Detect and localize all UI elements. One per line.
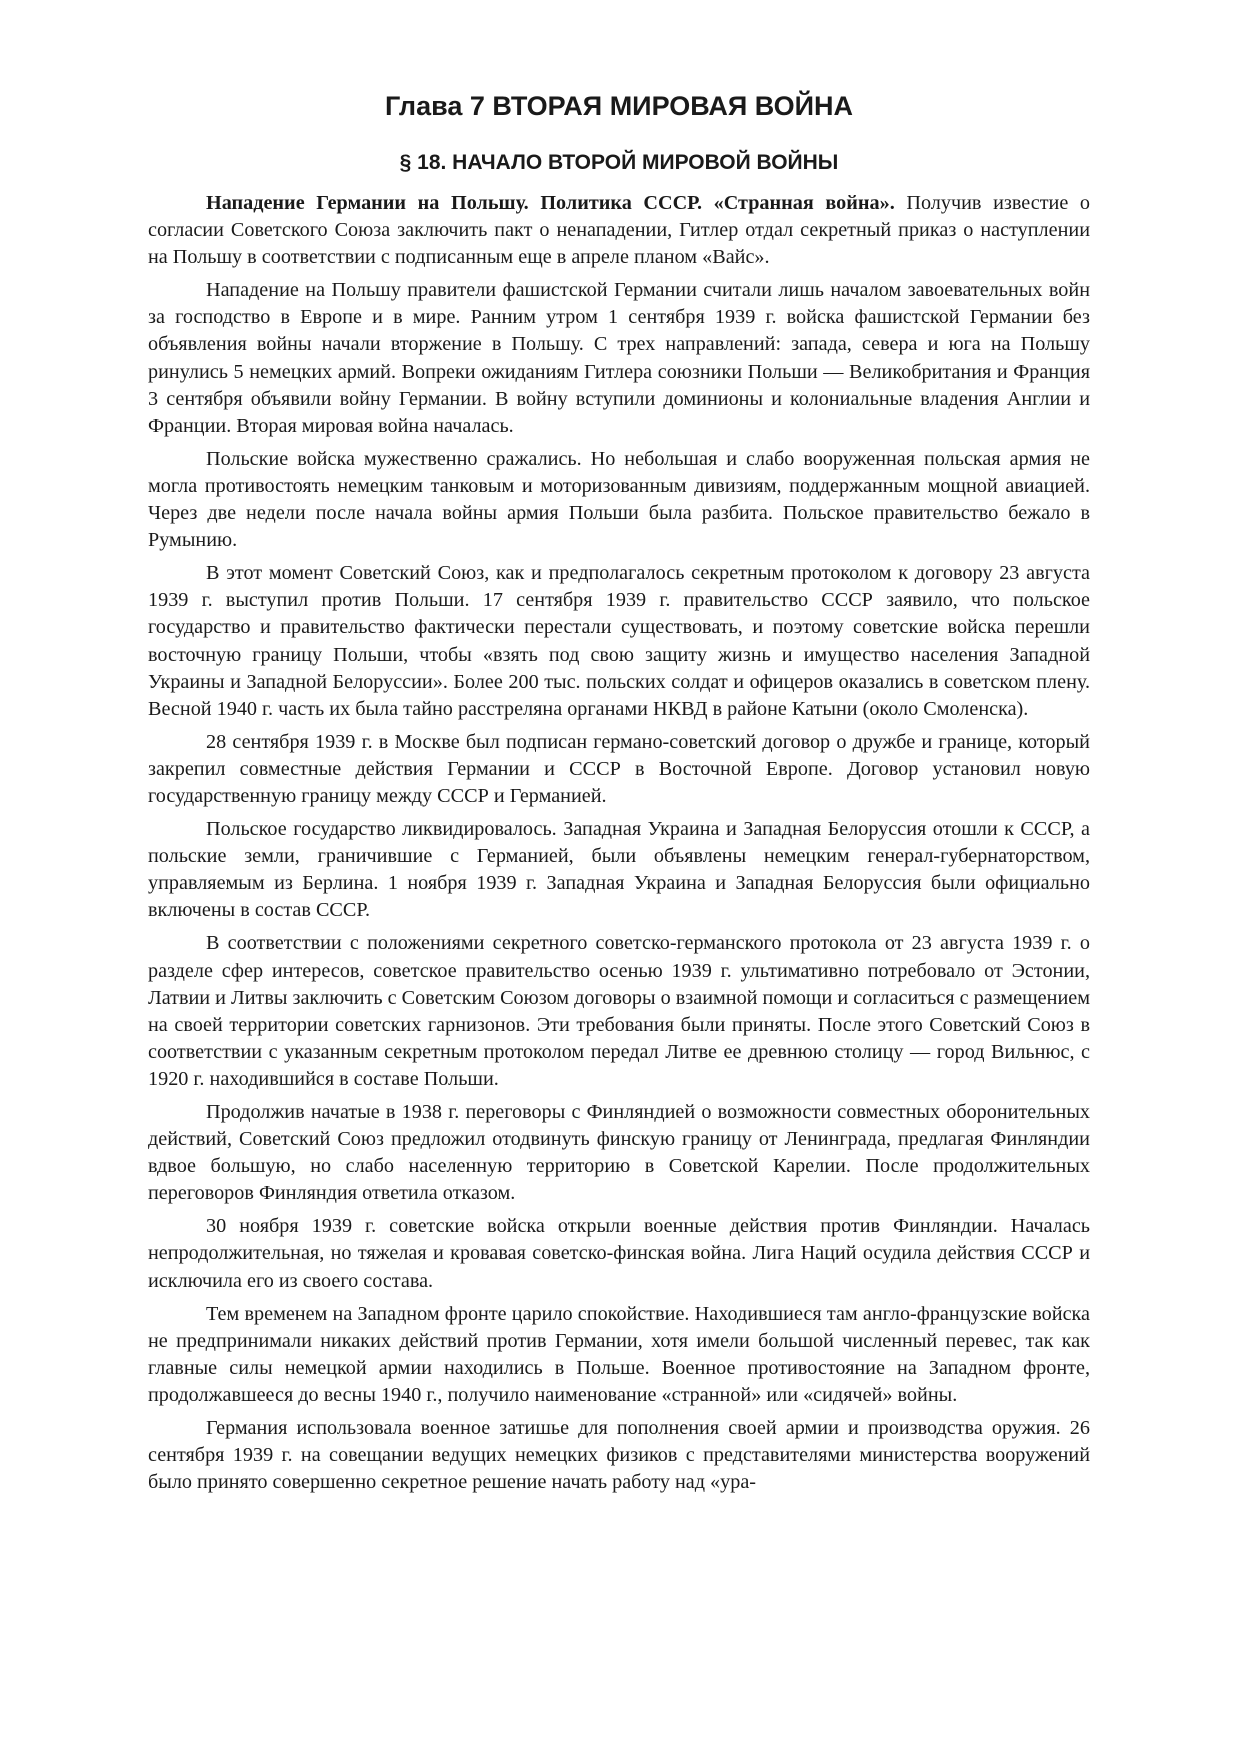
paragraph-text: 28 сентября 1939 г. в Москве был подписан германо-советский договор о дружбе и границе, который закрепил совместные действия Германии и СССР в Восточной Европе. Договор установил новую государственную границу между СССР и Германией.: [148, 730, 1090, 807]
section-title: § 18. НАЧАЛО ВТОРОЙ МИРОВОЙ ВОЙНЫ: [399, 151, 839, 174]
paragraph-text: Польские войска мужественно сражались. Но небольшая и слабо вооруженная польская армия не могла противостоять немецким танковым и моторизованным дивизиям, поддержанным мощной авиацией. Через две недели после начала войны армия Польши была разбита. Польское правительство бежало в Румынию.: [148, 447, 1090, 552]
paragraph: [148, 1301, 1090, 1409]
paragraph-text: 30 ноября 1939 г. советские войска открыли военные действия против Финляндии. Началась непродолжительная, но тяжелая и кровавая советско-финская война. Лига Наций осудила действия СССР и исключила его из своего состава.: [148, 1215, 1090, 1292]
paragraph: [148, 816, 1090, 924]
paragraph-text: Нападение на Польшу правители фашистской Германии считали лишь началом завоевательных войн за господство в Европе и в мире. Ранним утром 1 сентября 1939 г. войска фашистской Германии без объявления войны начали вторжение в Польшу. С трех направлений: запада, севера и юга на Польшу ринулись 5 немецких армий. Вопреки ожиданиям Гитлера союзники Польши — Великобритания и Франция 3 сентября объявили войну Германии. В войну вступили доминионы и колониальные владения Англии и Франции. Вторая мировая война началась.: [148, 279, 1090, 437]
paragraph: [148, 446, 1090, 554]
paragraph-text: В соответствии с положениями секретного советско-германского протокола от 23 августа 1939 г. о разделе сфер интересов, советское правительство осенью 1939 г. ультимативно потребовало от Эстонии, Латвии и Литвы заключить с Советским Союзом договоры о взаимной помощи и согласиться с размещением на своей территории советских гарнизонов. Эти требования были приняты. После этого Советский Союз в соответствии с указанным секретным протоколом передал Литве ее древнюю столицу — город Вильнюс, с 1920 г. находившийся в составе Польши.: [148, 932, 1090, 1090]
paragraph: [148, 1099, 1090, 1207]
paragraph-lead: Нападение Германии на Польшу. Политика СССР. «Странная война».: [206, 192, 895, 214]
chapter-title: Глава 7 ВТОРАЯ МИРОВАЯ ВОЙНА: [384, 91, 854, 121]
body-text: [148, 190, 1090, 1496]
paragraph: [148, 560, 1090, 723]
paragraph: [148, 1415, 1090, 1496]
paragraph: [148, 1213, 1090, 1294]
paragraph: [148, 277, 1090, 440]
paragraph-text: Получив известие о согласии Советского Союза заключить пакт о ненападении, Гитлер отдал секретный приказ о наступлении на Польшу в соответствии с подписанным еще в апреле планом «Вайс».: [148, 192, 1090, 269]
paragraph: [148, 930, 1090, 1093]
paragraph: [148, 190, 1090, 271]
document-page: [148, 86, 1090, 1502]
paragraph-text: Германия использовала военное затишье для пополнения своей армии и производства оружия. 26 сентября 1939 г. на совещании ведущих немецких физиков с представителями министерства вооружений было принято совершенно секретное решение начать работу над «ура-: [148, 1417, 1090, 1494]
paragraph-text: В этот момент Советский Союз, как и предполагалось секретным протоколом к договору 23 августа 1939 г. выступил против Польши. 17 сентября 1939 г. правительство СССР заявило, что польское государство и правительство фактически перестали существовать, и поэтому советские войска перешли восточную границу Польши, чтобы «взять под свою защиту жизнь и имущество населения Западной Украины и Западной Белоруссии». Более 200 тыс. польских солдат и офицеров оказались в советском плену. Весной 1940 г. часть их была тайно расстреляна органами НКВД в районе Катыни (около Смоленска).: [148, 562, 1090, 720]
paragraph-text: Польское государство ликвидировалось. Западная Украина и Западная Белоруссия отошли к СССР, а польские земли, граничившие с Германией, были объявлены немецким генерал-губернаторством, управляемым из Берлина. 1 ноября 1939 г. Западная Украина и Западная Белоруссия были официально включены в состав СССР.: [148, 818, 1090, 922]
paragraph-text: Тем временем на Западном фронте царило спокойствие. Находившиеся там англо-французские войска не предпринимали никаких действий против Германии, хотя имели большой численный перевес, так как главные силы немецкой армии находились в Польше. Военное противостояние на Западном фронте, продолжавшееся до весны 1940 г., получило наименование «странной» или «сидячей» войны.: [148, 1302, 1090, 1406]
paragraph: [148, 729, 1090, 810]
paragraph-text: Продолжив начатые в 1938 г. переговоры с Финляндией о возможности совместных оборонительных действий, Советский Союз предложил отодвинуть финскую границу от Ленинграда, предлагая Финляндии вдвое большую, но слабо населенную территорию в Советской Карелии. После продолжительных переговоров Финляндия ответила отказом.: [148, 1101, 1090, 1205]
